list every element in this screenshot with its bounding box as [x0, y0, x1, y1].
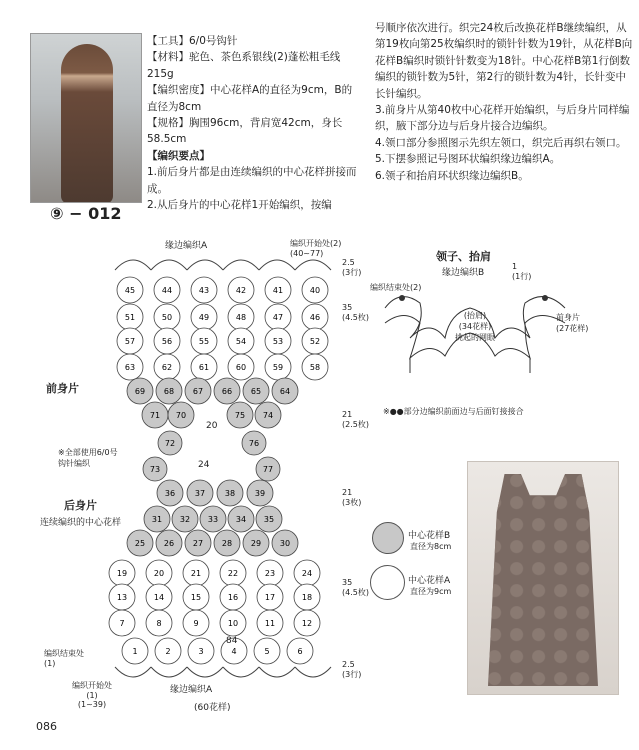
edge-scallop	[187, 260, 223, 270]
motif-number: 29	[250, 539, 262, 548]
motif-number: 25	[134, 539, 146, 548]
motif-number: 51	[124, 313, 136, 322]
motif-number: 56	[161, 337, 173, 346]
motif-number: 52	[309, 337, 321, 346]
dim-35b: 35 (4.5枚)	[342, 578, 369, 597]
step-2-cont: 号顺序依次进行。织完24枚后改换花样B继续编织，从第19枚向第25枚编织时的锁针针数为19针，从花样B向花样B编织时锁针针数变为18针。中心花样B第1行倒数编织的锁针数为5针，第2行的锁针数为4针，长针变中长针编织。	[375, 22, 633, 100]
motif-number: 53	[272, 337, 284, 346]
edge-scallop	[151, 667, 187, 677]
motif-number: 16	[227, 593, 239, 602]
edge-scallop	[115, 260, 151, 270]
edge-scallop	[295, 667, 331, 677]
motif-number: 10	[227, 619, 239, 628]
motif-number: 71	[149, 411, 161, 420]
motif-number: 47	[272, 313, 284, 322]
motif-number: 46	[309, 313, 321, 322]
dim-21b: 21 (3枚)	[342, 488, 362, 507]
legend-swatch-b	[372, 522, 404, 554]
legend-swatch-a	[370, 565, 405, 600]
motif-number: 59	[272, 363, 284, 372]
motif-number: 70	[175, 411, 187, 420]
motif-number: 50	[161, 313, 173, 322]
motif-number: 61	[198, 363, 210, 372]
motif-number: 9	[193, 619, 199, 628]
step-4: 4.领口部分参照图示先织左领口，织完后再织右领口。	[375, 136, 627, 149]
motif-number: 22	[227, 569, 239, 578]
motif-number: 62	[161, 363, 173, 372]
collar-dim: 1 (1行)	[512, 262, 532, 281]
garment-photo	[467, 461, 619, 695]
edge-scallop	[295, 260, 331, 270]
collar-right-label: 前身片 (27花样)	[556, 313, 589, 333]
garment-shape	[488, 474, 598, 686]
collar-sub: 缘边编织B	[442, 268, 485, 278]
motif-number: 66	[221, 387, 233, 396]
motif-number: 19	[116, 569, 128, 578]
motif-number: 11	[264, 619, 276, 628]
body-diagram	[0, 235, 375, 715]
motif-number: 38	[224, 489, 236, 498]
edge-scallop	[223, 260, 259, 270]
motif-number: 55	[198, 337, 210, 346]
motif-number: 39	[254, 489, 266, 498]
motif-number: 3	[198, 647, 204, 656]
start-label-top: 编织开始处(2) (40~77)	[290, 239, 342, 258]
end-label-bottom: 编织结束处 (1)	[44, 649, 84, 668]
motif-number: 21	[190, 569, 202, 578]
materials-text: 【材料】驼色、茶色系银线(2)蓬松粗毛线215g	[147, 51, 341, 80]
dim-35a: 35 (4.5枚)	[342, 303, 369, 322]
instructions-left	[147, 33, 362, 213]
gauge-text: 【编织密度】中心花样A的直径为9cm，B的直径为8cm	[147, 84, 353, 113]
motif-number: 43	[198, 286, 210, 295]
dim-21a: 21 (2.5枚)	[342, 410, 369, 429]
motif-number: 58	[309, 363, 321, 372]
legend-size-b: 直径为8cm	[410, 542, 452, 551]
step-1: 1.前后身片都是由连续编织的中心花样拼接而成。	[147, 166, 357, 195]
motif-number: 60	[235, 363, 247, 372]
motif-number: 42	[235, 286, 247, 295]
edge-label-bottom: 缘边编织A	[170, 685, 213, 695]
motif-number: 45	[124, 286, 136, 295]
motif-number: 12	[301, 619, 313, 628]
edge-scallop	[223, 667, 259, 677]
end-label-top: 编织结束处(2)	[370, 283, 422, 292]
size-text: 【规格】胸围96cm，背肩宽42cm，身长58.5cm	[147, 117, 343, 146]
legend-label-a: 中心花样A	[408, 576, 451, 586]
motif-number: 20	[153, 569, 165, 578]
motif-number: 73	[149, 465, 161, 474]
motif-number: 27	[192, 539, 204, 548]
motif-number: 13	[116, 593, 128, 602]
motif-number: 49	[198, 313, 210, 322]
motif-number: 65	[250, 387, 262, 396]
motif-number: 40	[309, 286, 321, 295]
motif-number: 30	[279, 539, 291, 548]
motif-number: 28	[221, 539, 233, 548]
collar-note: ※●●部分边编织前面边与后面钉接接合	[383, 407, 524, 416]
edge-scallop	[115, 667, 151, 677]
motif-number: 36	[164, 489, 176, 498]
edge-scallop	[187, 667, 223, 677]
legend-size-a: 直径为9cm	[410, 587, 452, 596]
motif-number: 26	[163, 539, 175, 548]
width-label: (60花样)	[194, 703, 231, 713]
motif-number: 4	[231, 647, 237, 656]
motif-number: 72	[164, 439, 176, 448]
hook-note: ※全部使用6/0号 钩针编织	[58, 448, 118, 468]
motif-number: 54	[235, 337, 247, 346]
dim-24: 24	[198, 460, 210, 470]
motif-number: 75	[234, 411, 246, 420]
motif-number: 31	[151, 515, 163, 524]
motif-number: 57	[124, 337, 136, 346]
collar-center-label: (抬肩) (34花样) 挑起的网眼	[455, 311, 495, 342]
motif-number: 24	[301, 569, 313, 578]
dim-20: 20	[206, 421, 218, 431]
model-photo	[30, 33, 142, 203]
motif-number: 69	[134, 387, 146, 396]
points-title: 【编织要点】	[147, 149, 210, 162]
motif-number: 5	[264, 647, 270, 656]
motif-number: 67	[192, 387, 204, 396]
motif-number: 68	[163, 387, 175, 396]
motif-number: 44	[161, 286, 173, 295]
step-3: 3.前身片从第40枚中心花样开始编织，与后身片同样编织，腋下部分边与后身片接合边编织。	[375, 104, 630, 133]
model-figure	[61, 44, 113, 203]
start-label-bottom: 编织开始处 (1) (1~39)	[72, 681, 112, 709]
step-5: 5.下摆参照记号图环状编织缘边编织A。	[375, 153, 561, 166]
motif-number: 37	[194, 489, 206, 498]
edge-scallop	[151, 260, 187, 270]
collar-title: 领子、抬肩	[436, 250, 491, 263]
dim-84: 84	[226, 636, 238, 646]
edge-scallop	[259, 260, 295, 270]
instructions-right	[375, 20, 633, 184]
motif-number: 33	[207, 515, 219, 524]
motif-number: 63	[124, 363, 136, 372]
tools-text: 【工具】6/0号钩针	[147, 35, 238, 47]
motif-number: 48	[235, 313, 247, 322]
dim-top: 2.5 (3行)	[342, 258, 362, 277]
motif-number: 74	[262, 411, 274, 420]
step-2: 2.从后身片的中心花样1开始编织，按编	[147, 199, 332, 212]
motif-number: 8	[156, 619, 162, 628]
pattern-number: ⑨ − 012	[50, 204, 122, 223]
motif-number: 17	[264, 593, 276, 602]
page-number: 086	[36, 720, 57, 733]
front-label: 前身片	[46, 382, 79, 395]
edge-label-top: 缘边编织A	[165, 241, 208, 251]
motif-number: 15	[190, 593, 202, 602]
motif-number: 77	[262, 465, 274, 474]
motif-number: 23	[264, 569, 276, 578]
motif-number: 41	[272, 286, 284, 295]
step-6: 6.领子和抬肩环状织缘边编织B。	[375, 169, 529, 182]
motif-number: 1	[132, 647, 138, 656]
back-sub-label: 连续编织的中心花样	[40, 518, 122, 528]
motif-number: 32	[179, 515, 191, 524]
motif-number: 6	[297, 647, 303, 656]
motif-number: 34	[235, 515, 247, 524]
back-label: 后身片	[64, 499, 97, 512]
dim-bottom: 2.5 (3行)	[342, 660, 362, 679]
motif-number: 18	[301, 593, 313, 602]
motif-number: 7	[119, 619, 125, 628]
motif-number: 64	[279, 387, 291, 396]
motif-number: 76	[248, 439, 260, 448]
edge-scallop	[259, 667, 295, 677]
motif-number: 2	[165, 647, 171, 656]
legend-label-b: 中心花样B	[408, 531, 451, 541]
motif-number: 14	[153, 593, 165, 602]
motif-number: 35	[263, 515, 275, 524]
